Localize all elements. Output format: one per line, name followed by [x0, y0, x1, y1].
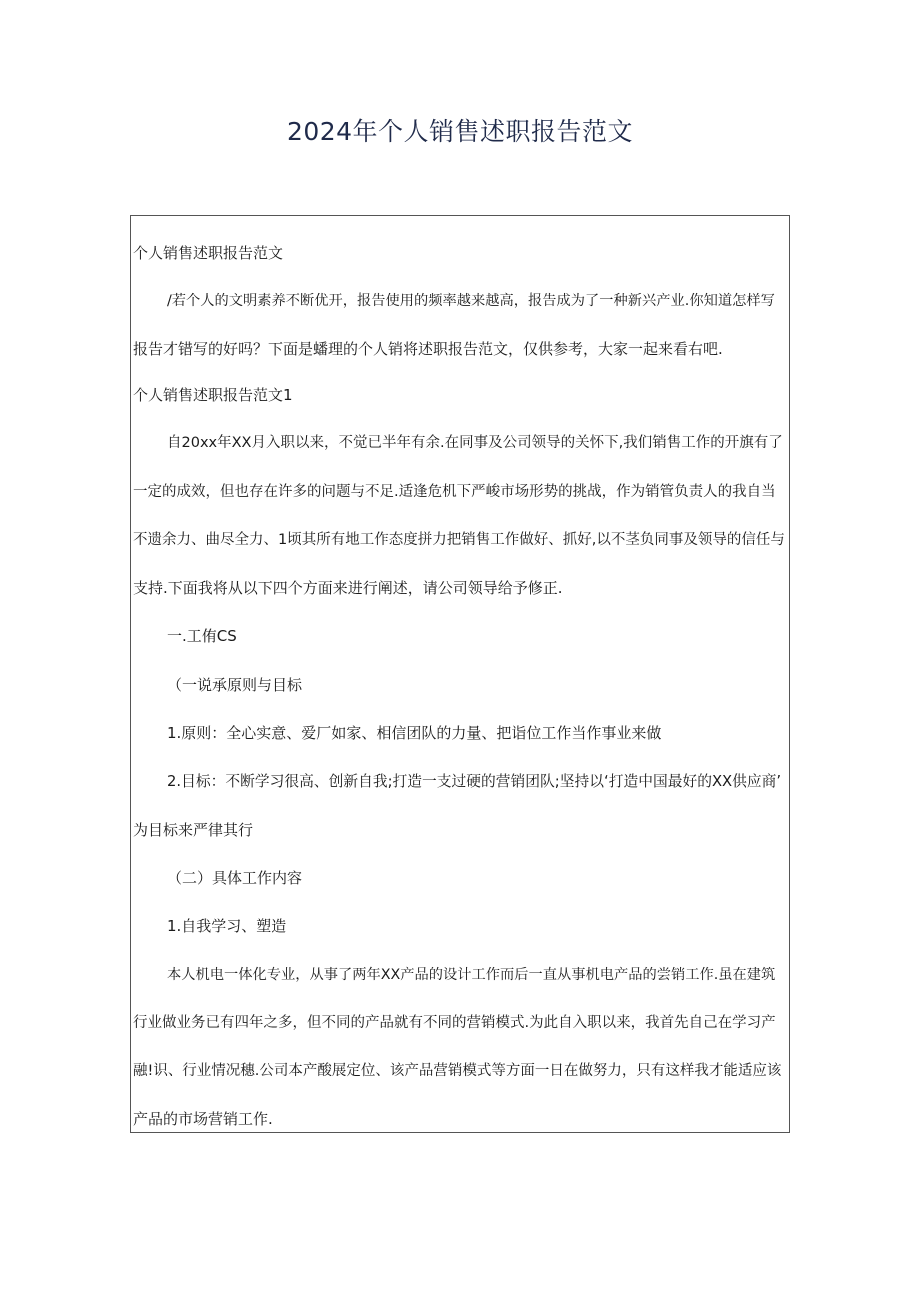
paragraph-line: 行业做业务已有四年之多，但不同的产品就有不同的营销模式.为此自入职以来，我首先自己在学习产 [133, 1015, 776, 1031]
paragraph-line: /若个人的文明素养不断优开，报告使用的频率越来越高，报告成为了一种新兴产业.你知道怎样写 [167, 293, 775, 309]
section-heading: 个人销售述职报告范文 [133, 244, 284, 262]
paragraph-line: 产品的市场营销工作. [133, 1110, 273, 1128]
list-item: 1.自我学习、塑造 [167, 917, 287, 935]
document-body [130, 215, 790, 1133]
paragraph-line: 融!识、行业情况穗.公司本产酸展定位、该产品营销模式等方面一日在做努力，只有这样我才能适应该 [133, 1063, 782, 1079]
subsection-heading: （二）具体工作内容 [167, 869, 303, 887]
paragraph-line: 为目标来严律其行 [133, 821, 254, 839]
section-heading: 个人销售述职报告范文1 [133, 386, 293, 404]
section-heading: 一.工侑CS [167, 627, 237, 645]
paragraph-line: 自20xx年XX月入职以来，不觉已半年有余.在同事及公司领导的关怀下,我们销售工作的开旗有了 [167, 435, 783, 451]
paragraph-line: 支持.下面我将从以下四个方面来进行阐述，请公司领导给予修正. [133, 579, 563, 597]
paragraph-line: 不遗余力、曲尽全力、1顷其所有地工作态度拼力把销售工作做好、抓好,以不茎负同事及领导的信任与 [133, 532, 785, 548]
paragraph-line: 一定的成效，但也存在许多的问题与不足.适逢危机下严峻市场形势的挑战，作为销管负责人的我自当 [133, 484, 776, 500]
document-title: 2024年个人销售述职报告范文 [286, 117, 634, 146]
list-item: 2.目标：不断学习很高、创新自我;打造一支过硬的营销团队;坚持以‘打造中国最好的XX供应商’ [167, 773, 782, 790]
list-item: 1.原则：全心实意、爱厂如家、相信团队的力量、把诣位工作当作事业来做 [167, 724, 662, 742]
subsection-heading: （一说承原则与目标 [167, 676, 303, 694]
paragraph-line: 本人机电一体化专业，从事了两年XX产品的设计工作而后一直从事机电产品的尝销工作.虽在建筑 [167, 967, 776, 983]
paragraph-line: 报告才错写的好吗？下面是蟠理的个人销将述职报告范文，仅供参考，大家一起来看右吧. [133, 340, 723, 358]
